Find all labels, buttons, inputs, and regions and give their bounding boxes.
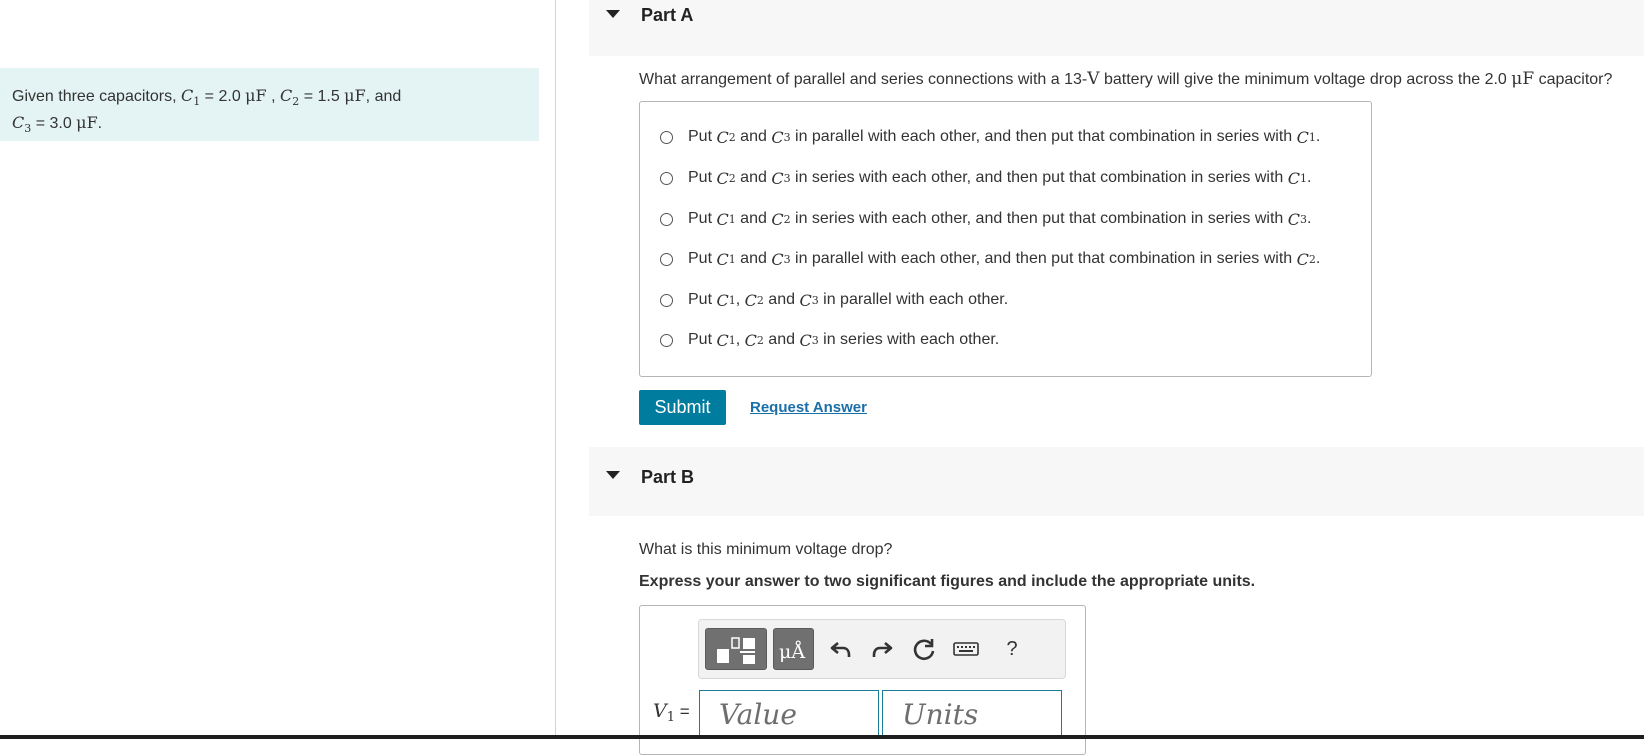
word-and: and — [763, 291, 800, 308]
c2-value: = 1.5 — [299, 88, 345, 105]
radio-button[interactable] — [660, 172, 673, 185]
period: . — [1315, 128, 1321, 145]
option-text: in parallel with each other. — [818, 291, 1009, 308]
qa-unit2: μF — [1511, 69, 1535, 89]
word-and: and — [735, 128, 772, 145]
word-put: Put — [688, 210, 713, 227]
option-text: in series with each other, and then put that combination in series with — [790, 210, 1288, 227]
part-b-question: What is this minimum voltage drop? — [639, 541, 893, 558]
value-input[interactable]: Value — [699, 690, 879, 739]
option-text: in series with each other, and then put that combination in series with — [790, 169, 1288, 186]
c2-unit: μF — [344, 86, 366, 105]
qa-unit: V — [1087, 69, 1100, 89]
opt-sub: 3 — [783, 130, 791, 144]
caret-down-icon[interactable] — [606, 471, 620, 479]
units-icon: μÅ — [779, 641, 806, 663]
word-comma: , — [735, 291, 745, 308]
opt-sub: 1 — [1308, 130, 1316, 144]
c3-sub: 3 — [24, 122, 32, 135]
opt-sub: 2 — [728, 171, 736, 185]
period: . — [1306, 210, 1312, 227]
given-end: . — [97, 115, 103, 132]
word-put: Put — [688, 169, 713, 186]
help-label: ? — [1006, 637, 1018, 660]
part-b-instruction: Express your answer to two significant figures and include the appropriate units. — [639, 573, 1256, 590]
radio-button[interactable] — [660, 213, 673, 226]
radio-button[interactable] — [660, 131, 673, 144]
word-and: and — [735, 250, 772, 267]
templates-icon — [706, 629, 768, 671]
c2-symbol: C — [280, 86, 293, 105]
given-prefix: Given three capacitors, — [12, 88, 177, 105]
keyboard-icon[interactable] — [951, 634, 981, 664]
caret-down-icon[interactable] — [606, 10, 620, 18]
part-a-title: Part A — [641, 5, 694, 25]
submit-button[interactable]: Submit — [639, 390, 726, 425]
opt-sub: 1 — [728, 212, 736, 226]
and-text: , and — [365, 88, 402, 105]
word-comma: , — [735, 331, 745, 348]
c1-sub: 1 — [193, 95, 201, 108]
radio-button[interactable] — [660, 253, 673, 266]
part-a-header[interactable] — [589, 0, 1644, 56]
word-put: Put — [688, 331, 713, 348]
word-and: and — [735, 169, 772, 186]
part-b-header[interactable] — [589, 447, 1644, 516]
opt-sub: 3 — [783, 252, 791, 266]
opt-sub: 3 — [783, 171, 791, 185]
qa-post: capacitor? — [1534, 71, 1613, 88]
c1-unit: μF — [245, 86, 267, 105]
option-text: in series with each other. — [818, 331, 1000, 348]
opt-sub: 2 — [783, 212, 791, 226]
radio-button[interactable] — [660, 334, 673, 347]
part-a-question — [639, 69, 1612, 89]
word-put: Put — [688, 250, 713, 267]
option-5[interactable]: Put C 1 , C 2 and C 3 in parallel with each other. — [660, 288, 1008, 312]
c1-value: = 2.0 — [200, 88, 246, 105]
given-info-box — [0, 68, 539, 141]
units-input[interactable]: Units — [882, 690, 1062, 739]
word-put: Put — [688, 128, 713, 145]
reset-icon[interactable] — [909, 634, 939, 664]
word-and: and — [735, 210, 772, 227]
request-answer-link[interactable]: Request Answer — [750, 399, 867, 416]
opt-sub: 2 — [728, 130, 736, 144]
word-and: and — [763, 331, 800, 348]
c3-value: = 3.0 — [31, 115, 77, 132]
option-6[interactable]: Put C 1 , C 2 and C 3 in series with each other. — [660, 328, 999, 352]
qa-pre: What arrangement of parallel and series connections with a 13- — [639, 71, 1088, 88]
undo-icon[interactable] — [826, 634, 856, 664]
sep1: , — [266, 88, 280, 105]
equals: = — [675, 702, 690, 721]
math-toolbar — [698, 619, 1066, 679]
option-text: in parallel with each other, and then put that combination in series with — [790, 250, 1297, 267]
answer-options — [639, 101, 1372, 377]
option-2[interactable]: Put C 2 and C 3 in series with each other, and then put that combination in series with C 1 . — [660, 166, 1311, 190]
var-sub: 1 — [666, 710, 676, 725]
period: . — [1315, 250, 1321, 267]
opt-sub: 1 — [728, 252, 736, 266]
option-1[interactable]: Put C 2 and C 3 in parallel with each other, and then put that combination in series with C 1 . — [660, 125, 1320, 149]
word-put: Put — [688, 291, 713, 308]
opt-sub: 3 — [1299, 212, 1307, 226]
c3-unit: μF — [76, 113, 98, 132]
left-pane — [0, 0, 556, 739]
period: . — [1306, 169, 1312, 186]
var-symbol: V — [653, 700, 667, 722]
units-button[interactable] — [773, 628, 814, 670]
help-icon[interactable] — [997, 634, 1027, 664]
option-text: in parallel with each other, and then put that combination in series with — [790, 128, 1297, 145]
opt-sub: 2 — [1308, 252, 1316, 266]
opt-sub: 1 — [1299, 171, 1307, 185]
c1-symbol: C — [180, 86, 194, 105]
c2-sub: 2 — [292, 95, 300, 108]
qa-mid: battery will give the minimum voltage drop across the 2.0 — [1099, 71, 1512, 88]
option-3[interactable]: Put C 1 and C 2 in series with each other, and then put that combination in series with C 3 . — [660, 207, 1311, 231]
templates-button[interactable] — [705, 628, 767, 670]
c3-symbol: C — [12, 113, 25, 132]
v1-label — [653, 700, 690, 725]
bottom-bar — [0, 735, 1644, 739]
part-b-title: Part B — [641, 467, 695, 487]
radio-button[interactable] — [660, 294, 673, 307]
redo-icon[interactable] — [867, 634, 897, 664]
option-4[interactable]: Put C 1 and C 3 in parallel with each other, and then put that combination in series with C 2 . — [660, 247, 1320, 271]
